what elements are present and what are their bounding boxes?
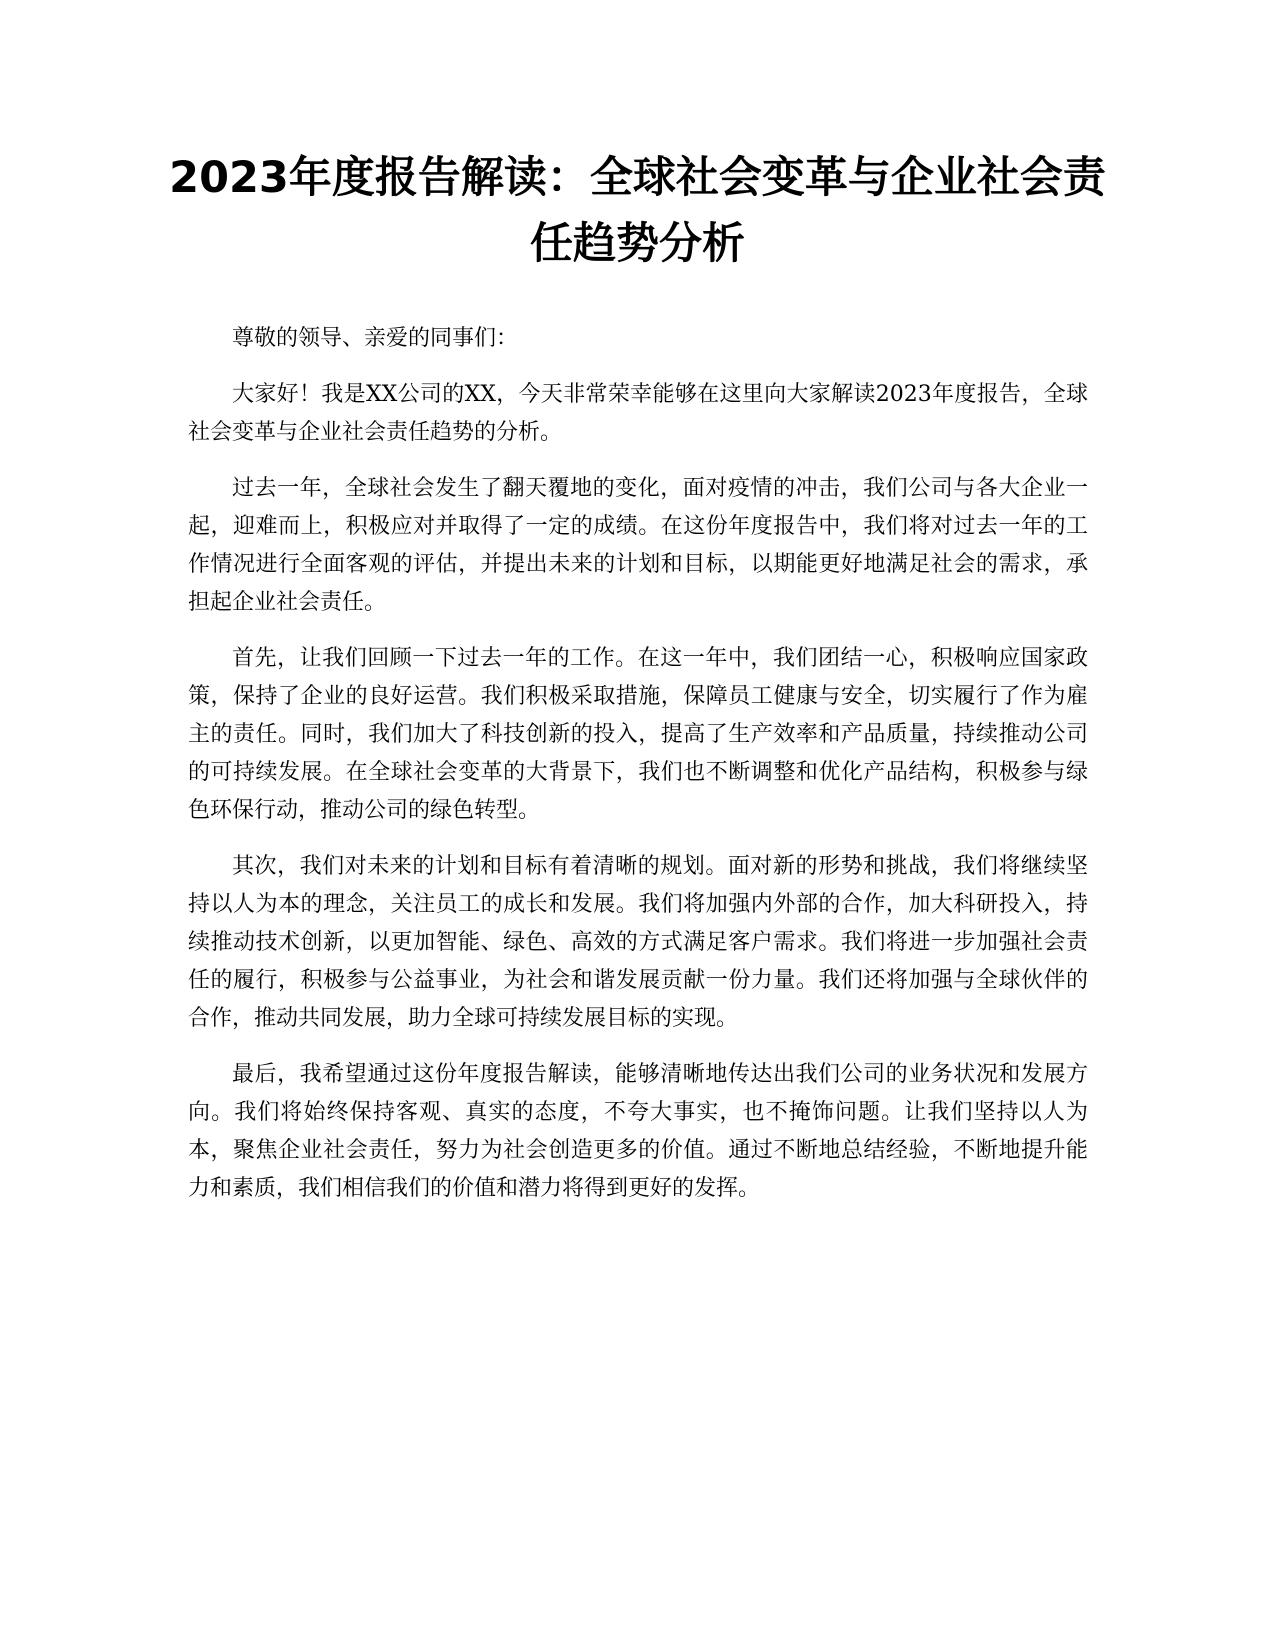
paragraph-salutation: 尊敬的领导、亲爱的同事们： — [232, 326, 519, 351]
paragraph-review: 首先，让我们回顾一下过去一年的工作。在这一年中，我们团结一心，积极响应国家政策，保持了企业的良好运营。我们积极采取措施，保障员工健康与安全，切实履行了作为雇主的责任。同时，我们加大了科技创新的投入，提高了生产效率和产品质量，持续推动公司的可持续发展。在全球社会变革的大背景下，我们也不断调整和优化产品结构，积极参与绿色环保行动，推动公司的绿色转型。 — [188, 646, 1088, 823]
document-body — [188, 320, 1088, 1226]
paragraph-plans: 其次，我们对未来的计划和目标有着清晰的规划。面对新的形势和挑战，我们将继续坚持以人为本的理念，关注员工的成长和发展。我们将加强内外部的合作，加大科研投入，持续推动技术创新，以更加智能、绿色、高效的方式满足客户需求。我们将进一步加强社会责任的履行，积极参与公益事业，为社会和谐发展贡献一份力量。我们还将加强与全球伙伴的合作，推动共同发展，助力全球可持续发展目标的实现。 — [188, 854, 1088, 1031]
paragraph-greeting: 大家好！我是XX公司的XX，今天非常荣幸能够在这里向大家解读2023年度报告，全球社会变革与企业社会责任趋势的分析。 — [188, 382, 1088, 445]
document-title: 2023年度报告解读：全球社会变革与企业社会责任趋势分析 — [169, 153, 1106, 269]
paragraph-overview: 过去一年，全球社会发生了翻天覆地的变化，面对疫情的冲击，我们公司与各大企业一起，迎难而上，积极应对并取得了一定的成绩。在这份年度报告中，我们将对过去一年的工作情况进行全面客观的评估，并提出未来的计划和目标，以期能更好地满足社会的需求，承担起企业社会责任。 — [188, 476, 1088, 615]
paragraph-conclusion: 最后，我希望通过这份年度报告解读，能够清晰地传达出我们公司的业务状况和发展方向。我们将始终保持客观、真实的态度，不夸大事实，也不掩饰问题。让我们坚持以人为本，聚焦企业社会责任，努力为社会创造更多的价值。通过不断地总结经验，不断地提升能力和素质，我们相信我们的价值和潜力将得到更好的发挥。 — [188, 1062, 1088, 1201]
